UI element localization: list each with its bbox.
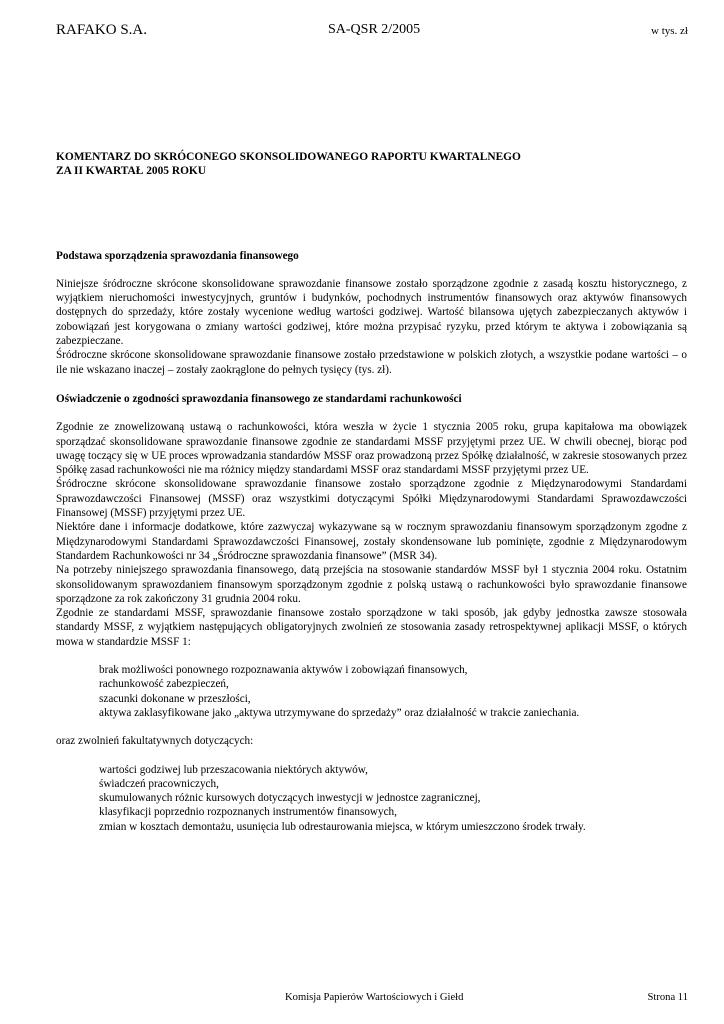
list-item: świadczeń pracowniczych, [99, 777, 219, 790]
section-heading-basis: Podstawa sporządzenia sprawozdania finansowego [56, 249, 299, 262]
optional-exemptions-list [99, 763, 687, 834]
list-item: rachunkowość zabezpieczeń, [99, 678, 229, 691]
footer-organization: Komisja Papierów Wartościowych i Giełd [285, 992, 464, 1003]
section-heading-compliance: Oświadczenie o zgodności sprawozdania finansowego ze standardami rachunkowości [56, 392, 462, 405]
paragraph: Śródroczne skrócone skonsolidowane sprawozdanie finansowe zostało sporządzone zgodnie z Międzynarodowymi Standardami Sprawozdawczości Finansowej (MSSF) oraz wszystkimi dotyczącymi Spółki Międzynarodowymi Standardami Sprawozdawczości Finansowej (MSSF) przyjętymi przez UE. [56, 478, 687, 520]
page-footer [56, 992, 688, 1008]
list-item: szacunki dokonane w przeszłości, [99, 692, 251, 705]
title-line-2: ZA II KWARTAŁ 2005 ROKU [56, 165, 207, 178]
report-id: SA-QSR 2/2005 [328, 22, 421, 37]
page-header [56, 22, 688, 42]
document-title [56, 150, 687, 179]
paragraph: Śródroczne skrócone skonsolidowane sprawozdanie finansowe zostało przedstawione w polskich złotych, a wszystkie podane wartości – o ile nie wskazano inaczej – zostały zaokrąglone do pełnych tysięcy (tys. zł). [56, 349, 687, 376]
company-name: RAFAKO S.A. [56, 22, 147, 38]
mandatory-exemptions-list [99, 663, 687, 720]
paragraph: Niniejsze śródroczne skrócone skonsolidowane sprawozdanie finansowe zostało sporządzone zgodnie z zasadą kosztu historycznego, z wyjątkiem nieruchomości inwestycyjnych, gruntów i budynków, pochodnych instrumentów finansowych oraz aktywów finansowych dostępnych do sprzedaży, które zostały wycenione według wartości godziwej. Wartość bilansowa ujętych zabezpieczanych aktywów i zobowiązań jest korygowana o zmiany wartości godziwej, które można przypisać ryzyku, przed którym te aktywa i zobowiązania są zabezpieczane. [56, 277, 687, 348]
list-item: brak możliwości ponownego rozpoznawania aktywów i zobowiązań finansowych, [99, 664, 468, 677]
list-item: wartości godziwej lub przeszacowania niektórych aktywów, [99, 763, 368, 776]
paragraph: Niektóre dane i informacje dodatkowe, które zazwyczaj wykazywane są w rocznym sprawozdaniu finansowym sporządzonym zgodne z Międzynarodowymi Standardami Sprawozdawczości Finansowej, zostały skondensowane lub pominięte, zgodnie z Międzynarodowym Standardem Rachunkowości nr 34 „Śródroczne sprawozdania finansowe” (MSR 34). [56, 521, 687, 562]
document-body [56, 150, 687, 834]
list-item: zmian w kosztach demontażu, usunięcia lub odrestaurowania miejsca, w którym umieszczono środek trwały. [99, 820, 586, 833]
paragraph: oraz zwolnień fakultatywnych dotyczących: [56, 735, 254, 748]
page-number: Strona 11 [647, 992, 688, 1003]
title-line-1: KOMENTARZ DO SKRÓCONEGO SKONSOLIDOWANEGO RAPORTU KWARTALNEGO [56, 151, 521, 163]
list-item: skumulowanych różnic kursowych dotyczących inwestycji w jednostce zagranicznej, [99, 792, 481, 805]
units-note: w tys. zł [651, 25, 688, 37]
list-item: aktywa zaklasyfikowane jako „aktywa utrzymywane do sprzedaży” oraz działalność w trakcie zaniechania. [99, 706, 580, 719]
paragraph: Zgodnie ze standardami MSSF, sprawozdanie finansowe zostało sporządzone w taki sposób, jak gdyby jednostka zawsze stosowała standardy MSSF, z wyjątkiem następujących obligatoryjnych zwolnień ze stosowania zasady retrospektywnej aplikacji MSSF, o których mowa w standardzie MSSF 1: [56, 607, 687, 648]
paragraph: Na potrzeby niniejszego sprawozdania finansowego, datą przejścia na stosowanie standardów MSSF był 1 stycznia 2004 roku. Ostatnim skonsolidowanym sprawozdaniem finansowym sporządzonym zgodnie z polską ustawą o rachunkowości było sprawozdanie finansowe sporządzone za rok zakończony 31 grudnia 2004 roku. [56, 564, 687, 605]
paragraph: Zgodnie ze znowelizowaną ustawą o rachunkowości, która weszła w życie 1 stycznia 2005 roku, grupa kapitałowa ma obowiązek sporządzać skonsolidowane sprawozdanie finansowe zgodnie ze standardami MSSF przyjętymi przez UE. W chwili obecnej, biorąc pod uwagę toczący się w UE proces wprowadzania standardów MSSF oraz prowadzoną przez Spółkę działalność, w zakresie stosowanych przez Spółkę zasad rachunkowości nie ma różnicy między standardami MSSF oraz standardami MSSF przyjętymi przez UE. [56, 421, 687, 477]
list-item: klasyfikacji poprzednio rozpoznanych instrumentów finansowych, [99, 806, 397, 819]
